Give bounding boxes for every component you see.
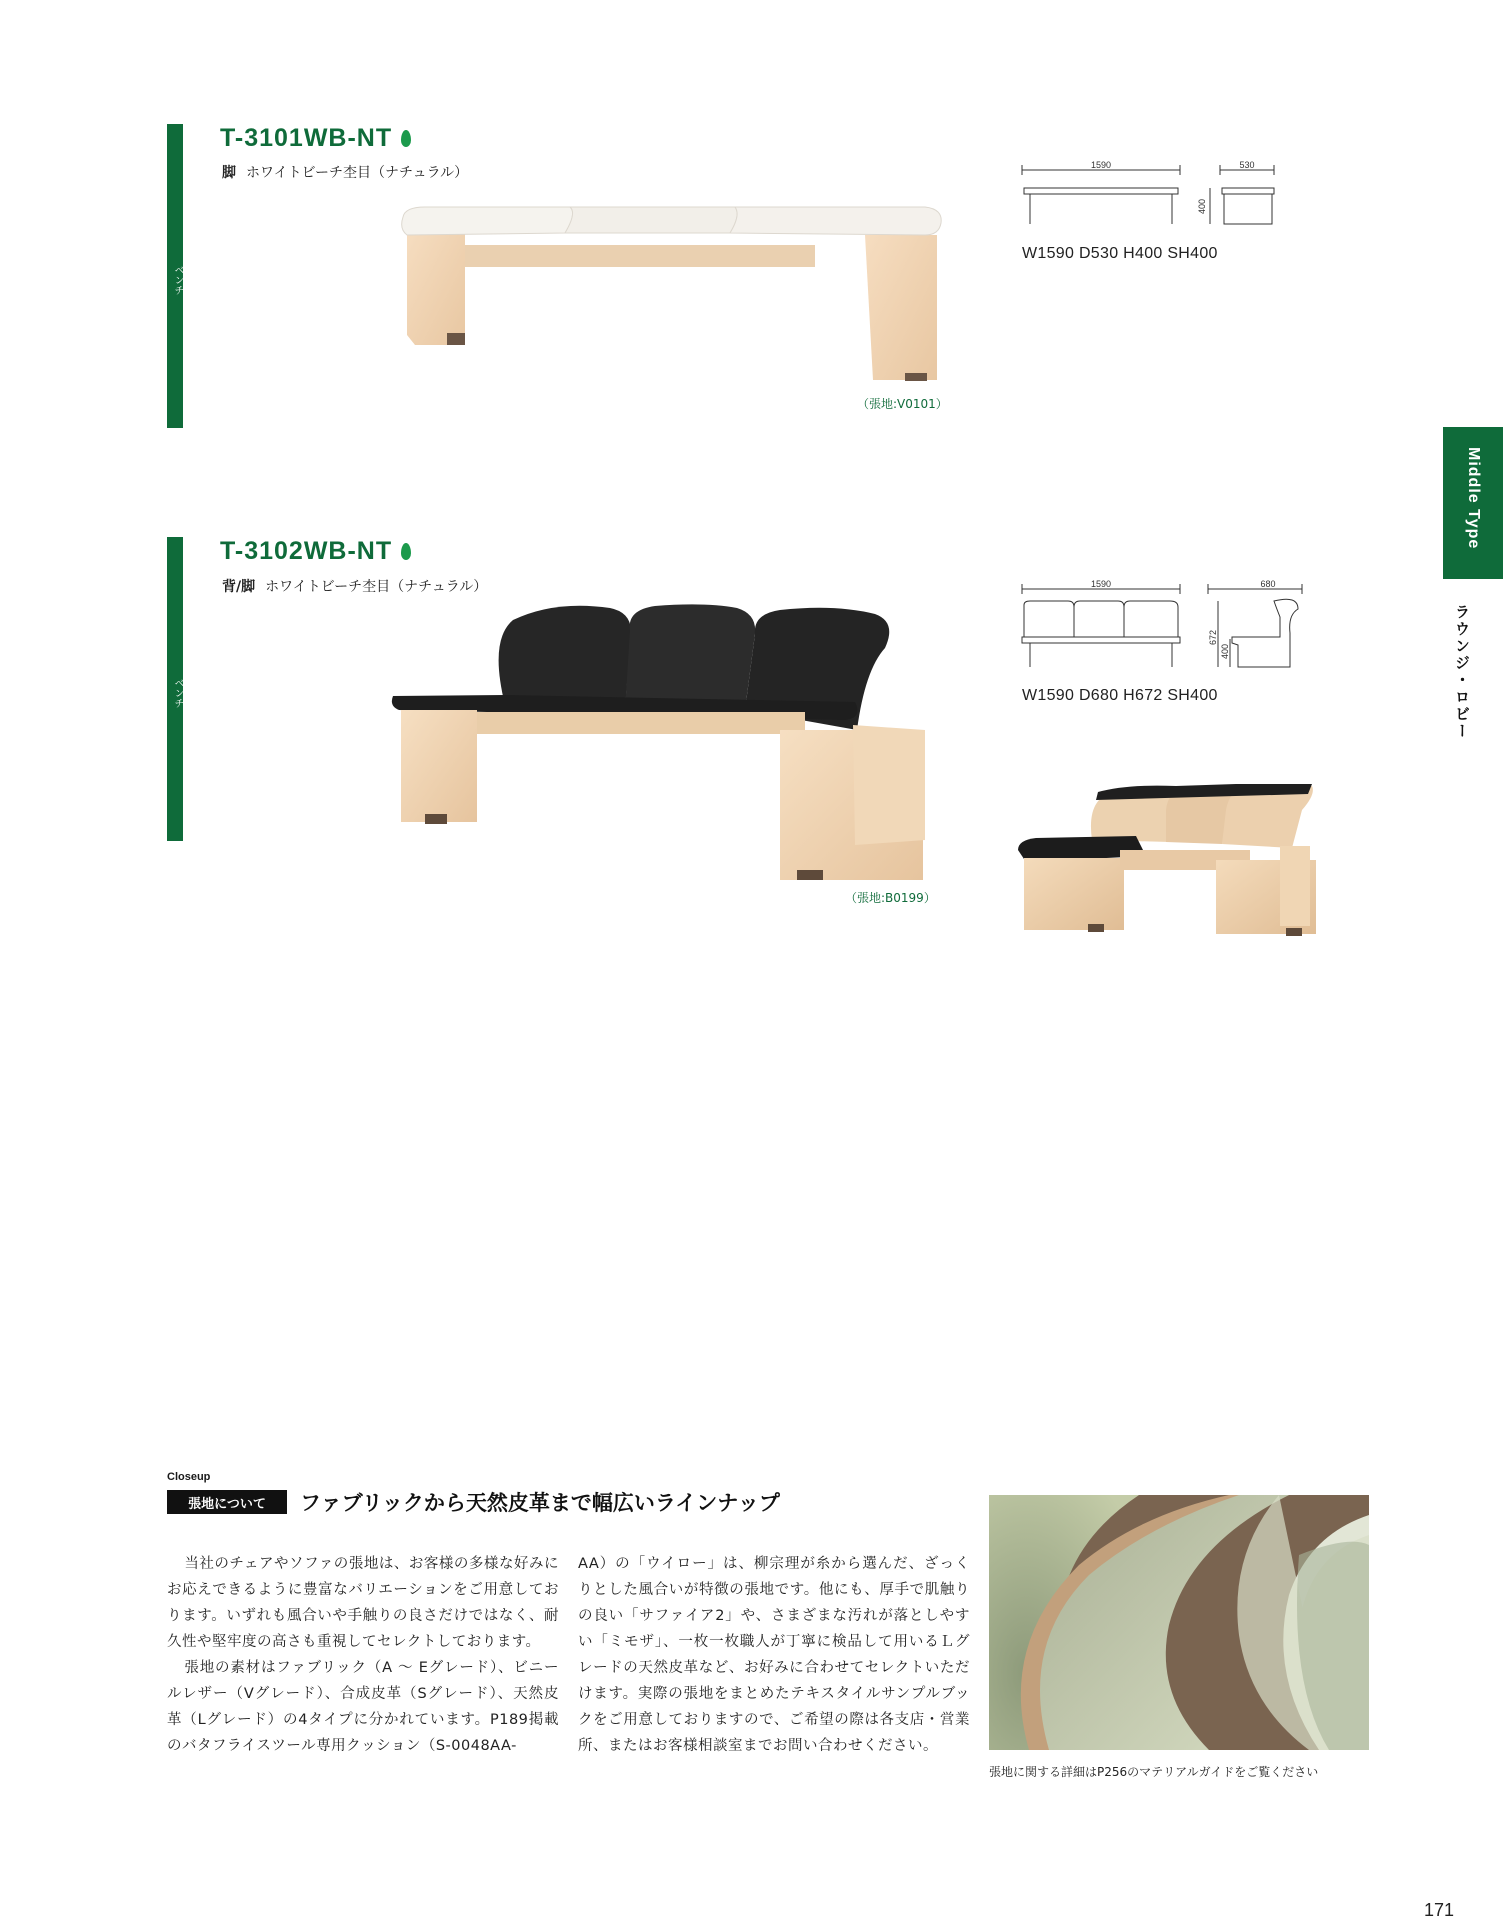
- fabric-closeup-photo: [989, 1495, 1369, 1750]
- depth-label-2: 680: [1260, 579, 1276, 589]
- body-paragraph-3: AA）の「ウイロー」は、柳宗理が糸から選んだ、ざっくりとした風合いが特徴の張地です。他にも、厚手で肌触りの良い「サファイア2」や、さまざまな汚れが落としやすい「ミモザ」、一枚一枚職人が丁寧に検品して用いるＬグレードの天然皮革など、お好みに合わせてセレクトいただけます。実際の張地をまとめたテキスタイルサンプルブックをご用意しておりますので、ご希望の際は各支店・営業所、またはお客様相談室までお問い合わせください。: [578, 1556, 970, 1754]
- body-column-2: [578, 1551, 970, 1759]
- side-tab-middle-type[interactable]: Middle Type: [1443, 427, 1503, 579]
- material-label: 背/脚: [222, 579, 256, 595]
- category-bar-1: ベンチ: [167, 124, 183, 428]
- dimensions-1: W1590 D530 H400 SH400: [1022, 245, 1218, 262]
- height-label-1: 400: [1197, 198, 1207, 214]
- bench-back-view-photo: [1016, 780, 1316, 940]
- width-label-2: 1590: [1090, 579, 1112, 589]
- dimension-drawing-2: [1018, 577, 1308, 672]
- model-text: T-3102WB-NT: [220, 537, 393, 565]
- height-label-2: 672: [1208, 629, 1218, 645]
- fabric-code-2: （張地:B0199）: [845, 891, 936, 905]
- material-label: 脚: [222, 165, 236, 181]
- body-paragraph-2: 張地の素材はファブリック（A 〜 Eグレード）、ビニールレザー（Vグレード）、合成皮革（Sグレード）、天然皮革（Lグレード）の4タイプに分かれています。P189掲載のバタフライスツール専用クッション（S-0048AA-: [167, 1660, 559, 1754]
- page-number: 171: [1424, 1900, 1455, 1920]
- product-model-2: [220, 537, 411, 566]
- product-model-1: [220, 124, 411, 153]
- fabric-code-1: （張地:V0101）: [857, 397, 948, 411]
- depth-label-1: 530: [1239, 160, 1255, 170]
- product-material-1: [222, 162, 468, 182]
- body-paragraph-1: 当社のチェアやソファの張地は、お客様の多様な好みにお応えできるように豊富なバリエーションをご用意しております。いずれも風合いや手触りの良さだけではなく、耐久性や堅牢度の高さも重視してセレクトしております。: [167, 1556, 559, 1650]
- material-text: ホワイトビーチ杢目（ナチュラル）: [265, 579, 488, 595]
- seat-height-label-2: 400: [1220, 643, 1230, 659]
- closeup-headline: ファブリックから天然皮革まで幅広いラインナップ: [300, 1491, 780, 1515]
- dimensions-2: W1590 D680 H672 SH400: [1022, 687, 1218, 704]
- eco-leaf-icon: [401, 130, 411, 147]
- dimension-drawing-1: [1018, 158, 1298, 236]
- eco-leaf-icon: [401, 543, 411, 560]
- closeup-label: 張地について: [167, 1490, 287, 1514]
- model-text: T-3101WB-NT: [220, 124, 393, 152]
- bench-photo-2: [385, 600, 935, 880]
- closeup-tag: Closeup: [167, 1471, 211, 1483]
- side-section-label: ラウンジ・ロビー: [1453, 604, 1471, 740]
- category-bar-2: ベンチ: [167, 537, 183, 841]
- material-text: ホワイトビーチ杢目（ナチュラル）: [246, 165, 469, 181]
- body-column-1: [167, 1551, 559, 1759]
- closeup-caption: 張地に関する詳細はP256のマテリアルガイドをご覧ください: [989, 1765, 1319, 1779]
- width-label-1: 1590: [1090, 160, 1112, 170]
- product-material-2: [222, 576, 487, 596]
- bench-photo-1: [395, 205, 955, 395]
